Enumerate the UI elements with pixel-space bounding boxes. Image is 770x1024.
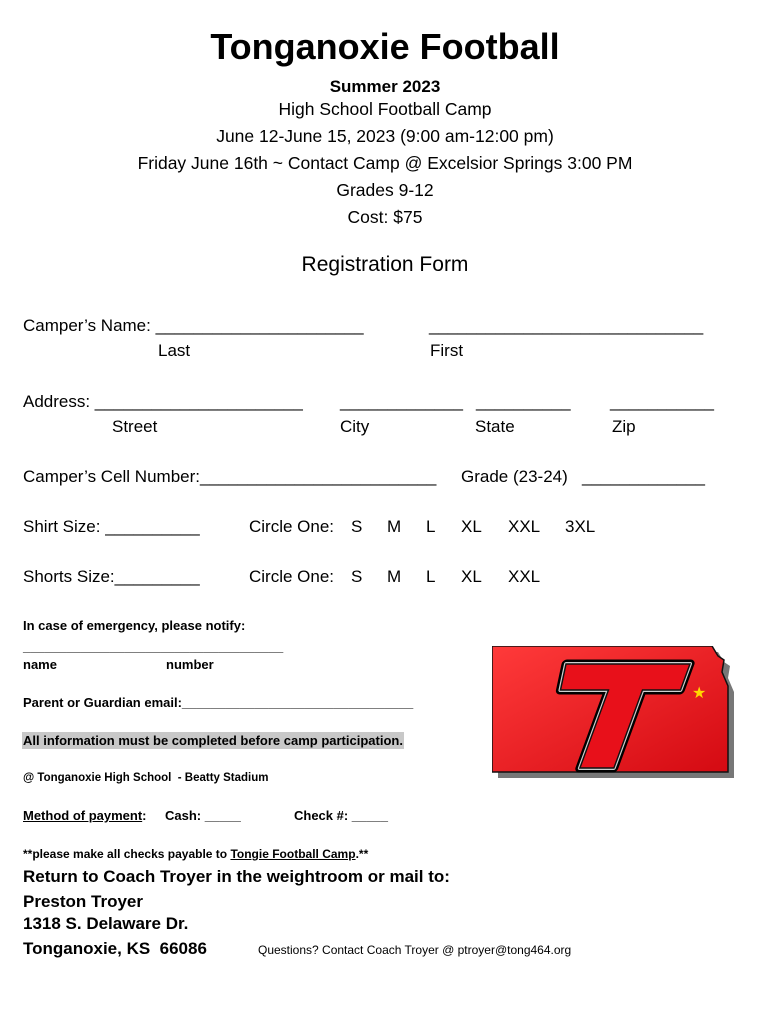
shirt-size-option[interactable]: XL <box>461 517 482 536</box>
number-caption: number <box>166 657 214 672</box>
camper-name-first-field[interactable]: _____________________________ <box>429 316 704 335</box>
payment-method <box>23 808 147 823</box>
state-field[interactable]: __________ <box>476 392 571 411</box>
street-caption: Street <box>112 417 158 436</box>
shorts-circle-one: Circle One: <box>249 567 335 586</box>
form-heading: Registration Form <box>301 253 469 276</box>
grades-info: Grades 9-12 <box>336 180 434 200</box>
shirt-size-option[interactable]: S <box>351 517 363 536</box>
coach-street: 1318 S. Delaware Dr. <box>23 914 189 933</box>
shorts-size-option[interactable]: XXL <box>508 567 541 586</box>
shirt-size-option[interactable]: L <box>426 517 436 536</box>
cell-number-field[interactable]: Camper’s Cell Number:_________________________ <box>23 467 437 486</box>
info-notice <box>22 733 404 748</box>
coach-city: Tonganoxie, KS 66086 <box>23 939 207 958</box>
camp-name: High School Football Camp <box>278 99 492 119</box>
emergency-contact-field[interactable]: ____________________________________ <box>23 639 284 654</box>
shirt-circle-one: Circle One: <box>249 517 335 536</box>
payable-note <box>23 847 368 861</box>
questions-contact: Questions? Contact Coach Troyer @ ptroyer@tong464.org <box>258 943 572 957</box>
camp-dates: June 12-June 15, 2023 (9:00 am-12:00 pm) <box>216 126 554 146</box>
last-caption: Last <box>158 341 191 360</box>
return-heading: Return to Coach Troyer in the weightroom or mail to: <box>23 867 450 886</box>
camper-name-last-field[interactable]: Camper’s Name: ______________________ <box>23 316 364 335</box>
shirt-size-field[interactable]: Shirt Size: __________ <box>23 517 200 536</box>
shirt-size-option[interactable]: 3XL <box>565 517 596 536</box>
shorts-size-field[interactable]: Shorts Size:_________ <box>23 567 200 586</box>
svg-text:★: ★ <box>692 683 707 702</box>
payable-prefix: **please make all checks payable to <box>23 847 231 861</box>
city-caption: City <box>340 417 370 436</box>
payable-name: Tongie Football Camp <box>230 847 356 861</box>
cash-field[interactable]: Cash: _____ <box>165 808 241 823</box>
grade-field[interactable]: _____________ <box>582 467 705 486</box>
kansas-t-logo-icon <box>492 646 736 778</box>
page-title: Tonganoxie Football <box>210 26 560 67</box>
shorts-size-option[interactable]: M <box>387 567 402 586</box>
shorts-size-option[interactable]: L <box>426 567 436 586</box>
shirt-size-option[interactable]: XXL <box>508 517 541 536</box>
info-notice-text: All information must be completed before camp participation. <box>23 733 403 748</box>
city-field[interactable]: _____________ <box>340 392 463 411</box>
zip-field[interactable]: ___________ <box>610 392 715 411</box>
coach-name: Preston Troyer <box>23 892 143 911</box>
parent-email-field[interactable]: Parent or Guardian email:________________________________ <box>23 695 414 710</box>
payment-method-label: Method of payment <box>23 808 143 823</box>
cost-info: Cost: $75 <box>347 207 423 227</box>
check-number-field[interactable]: Check #: _____ <box>294 808 388 823</box>
contact-camp-info: Friday June 16th ~ Contact Camp @ Excelsior Springs 3:00 PM <box>137 153 633 173</box>
payment-colon: : <box>142 808 147 823</box>
state-caption: State <box>475 417 515 436</box>
name-caption: name <box>23 657 57 672</box>
payable-suffix: .** <box>355 847 369 861</box>
emergency-label: In case of emergency, please notify: <box>23 618 246 633</box>
location-info: @ Tonganoxie High School - Beatty Stadium <box>23 772 269 784</box>
shirt-size-option[interactable]: M <box>387 517 402 536</box>
shorts-size-option[interactable]: XL <box>461 567 482 586</box>
shorts-size-option[interactable]: S <box>351 567 363 586</box>
grade-label: Grade (23-24) <box>461 467 568 486</box>
zip-caption: Zip <box>612 417 636 436</box>
first-caption: First <box>430 341 464 360</box>
address-street-field[interactable]: Address: ______________________ <box>23 392 303 411</box>
season-heading: Summer 2023 <box>329 77 441 96</box>
